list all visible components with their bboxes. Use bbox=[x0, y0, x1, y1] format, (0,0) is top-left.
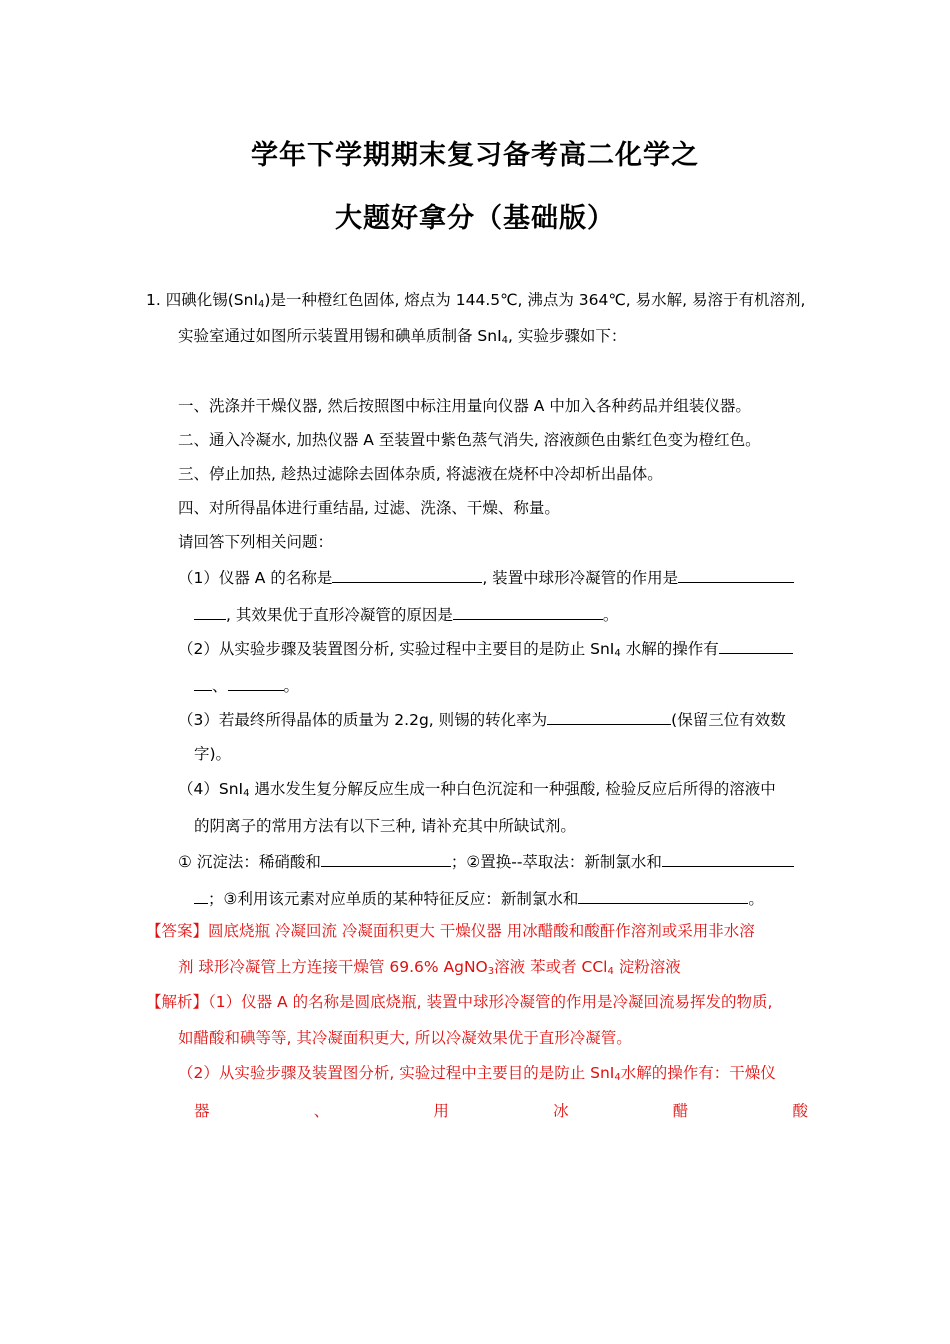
question-intro-line2: 实验室通过如图所示装置用锡和碘单质制备 SnI$_4$, 实验步骤如下： bbox=[178, 327, 627, 346]
question-number: 1. bbox=[146, 291, 161, 309]
answer-blank[interactable] bbox=[228, 674, 284, 691]
answer-blank[interactable] bbox=[578, 887, 748, 904]
analysis-line3: （2）从实验步骤及装置图分析, 实验过程中主要目的是防止 SnI$_4$水解的操作有：干燥仪 bbox=[178, 1064, 776, 1083]
answer-blank[interactable] bbox=[678, 566, 794, 583]
answer-blank[interactable] bbox=[194, 887, 208, 904]
answer-blank[interactable] bbox=[194, 674, 212, 691]
question-intro-line1: 1. 四碘化锡(SnI$_4$)是一种橙红色固体, 熔点为 144.5℃, 沸点为 364℃, 易水解, 易溶于有机溶剂, bbox=[146, 291, 806, 310]
subquestion-2-line1: （2）从实验步骤及装置图分析, 实验过程中主要目的是防止 SnI$_4$ 水解的操作有 bbox=[178, 637, 793, 659]
subquestion-4-line4: ；③利用该元素对应单质的某种特征反应：新制氯水和 。 bbox=[194, 887, 764, 909]
analysis-line4: 器 、 用 冰 醋 酸 bbox=[194, 1102, 808, 1120]
subquestion-4-line3: ① 沉淀法：稀硝酸和 ；②置换--萃取法：新制氯水和 bbox=[178, 850, 794, 872]
prompt: 请回答下列相关问题： bbox=[178, 533, 334, 551]
answer-blank[interactable] bbox=[662, 850, 794, 867]
answer-blank[interactable] bbox=[453, 603, 603, 620]
doc-title-line2: 大题好拿分（基础版） bbox=[335, 203, 615, 234]
step-1: 一、洗涤并干燥仪器, 然后按照图中标注用量向仪器 A 中加入各种药品并组装仪器。 bbox=[178, 397, 751, 415]
answer-blank[interactable] bbox=[321, 850, 451, 867]
analysis-line1: 【解析】（1）仪器 A 的名称是圆底烧瓶, 装置中球形冷凝管的作用是冷凝回流易挥发的物质, bbox=[146, 993, 773, 1011]
answer-line2: 剂 球形冷凝管上方连接干燥管 69.6% AgNO$_3$溶液 苯或者 CCl$_4$ 淀粉溶液 bbox=[178, 958, 681, 977]
answer-blank[interactable] bbox=[547, 708, 671, 725]
step-2: 二、通入冷凝水, 加热仪器 A 至装置中紫色蒸气消失, 溶液颜色由紫红色变为橙红色。 bbox=[178, 431, 761, 449]
answer-line1: 【答案】圆底烧瓶 冷凝回流 冷凝面积更大 干燥仪器 用冰醋酸和酸酐作溶剂或采用非水溶 bbox=[146, 922, 755, 940]
doc-title-line1: 学年下学期期末复习备考高二化学之 bbox=[251, 140, 699, 171]
step-3: 三、停止加热, 趁热过滤除去固体杂质, 将滤液在烧杯中冷却析出晶体。 bbox=[178, 465, 663, 483]
subquestion-4-line2: 的阴离子的常用方法有以下三种, 请补充其中所缺试剂。 bbox=[194, 817, 576, 835]
analysis-label: 【解析】 bbox=[146, 993, 209, 1011]
answer-blank[interactable] bbox=[194, 603, 226, 620]
subquestion-3-line2: 字)。 bbox=[194, 745, 232, 763]
subquestion-4-line1: （4）SnI$_4$ 遇水发生复分解反应生成一种白色沉淀和一种强酸, 检验反应后所得的溶液中 bbox=[178, 780, 776, 799]
answer-label: 【答案】 bbox=[146, 922, 209, 940]
subquestion-1-line1: （1）仪器 A 的名称是 , 装置中球形冷凝管的作用是 bbox=[178, 566, 794, 588]
subquestion-3-line1: （3）若最终所得晶体的质量为 2.2g, 则锡的转化率为 (保留三位有效数 bbox=[178, 708, 786, 730]
answer-blank[interactable] bbox=[719, 637, 793, 654]
step-4: 四、对所得晶体进行重结晶, 过滤、洗涤、干燥、称量。 bbox=[178, 499, 560, 517]
answer-blank[interactable] bbox=[332, 566, 482, 583]
subquestion-1-line2: , 其效果优于直形冷凝管的原因是 。 bbox=[194, 603, 618, 625]
analysis-line2: 如醋酸和碘等等, 其冷凝面积更大, 所以冷凝效果优于直形冷凝管。 bbox=[178, 1029, 632, 1047]
subquestion-2-line2: 、 。 bbox=[194, 674, 299, 696]
